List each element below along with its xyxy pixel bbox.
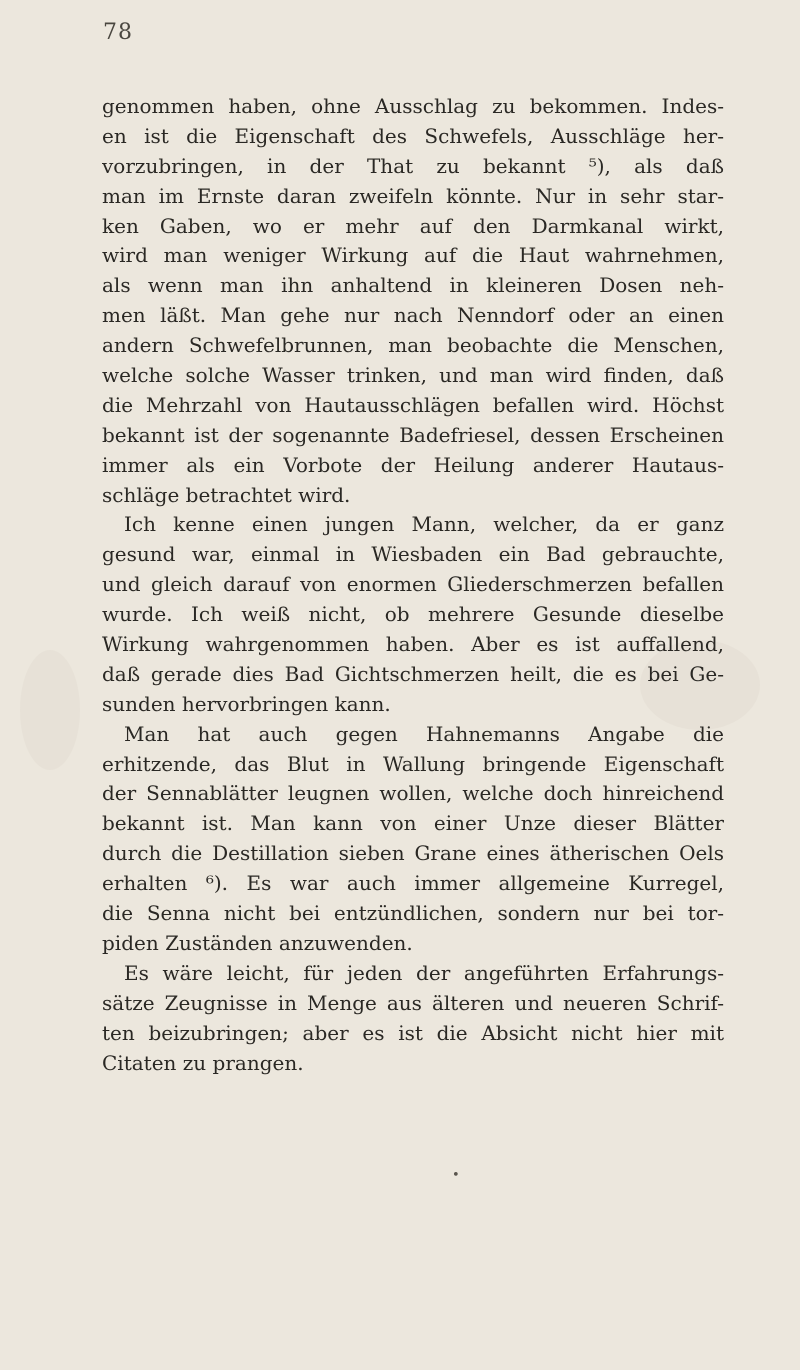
text-line: sätze Zeugnisse in Menge aus älteren und neueren Schrif-: [102, 990, 724, 1015]
text-line: sunden hervorbringen kann.: [102, 691, 391, 716]
text-line: daß gerade dies Bad Gichtschmerzen heilt, die es bei Ge-: [102, 661, 724, 686]
text-line: en ist die Eigenschaft des Schwefels, Ausschläge her-: [102, 123, 724, 148]
text-line: man im Ernste daran zweifeln könnte. Nur in sehr star-: [102, 183, 724, 208]
text-line: schläge betrachtet wird.: [102, 482, 351, 507]
text-line: piden Zuständen anzuwenden.: [102, 930, 413, 955]
text-line: andern Schwefelbrunnen, man beobachte die Menschen,: [102, 333, 724, 358]
bottom-ornament: •: [452, 1168, 460, 1183]
text-line: die Mehrzahl von Hautausschlägen befallen wird. Höchst: [102, 392, 724, 417]
text-line: der Sennablätter leugnen wollen, welche doch hinreichend: [102, 781, 724, 806]
text-line: wurde. Ich weiß nicht, ob mehrere Gesunde dieselbe: [102, 602, 724, 627]
text-line: bekannt ist der sogenannte Badefriesel, dessen Erscheinen: [102, 422, 724, 447]
body-text: [102, 92, 724, 1078]
text-line: vorzubringen, in der That zu bekannt ⁵), als daß: [102, 153, 724, 178]
text-line: die Senna nicht bei entzündlichen, sondern nur bei tor-: [102, 901, 724, 926]
text-line: welche solche Wasser trinken, und man wird finden, daß: [102, 363, 724, 388]
text-line: Man hat auch gegen Hahnemanns Angabe die: [124, 721, 724, 746]
text-line: durch die Destillation sieben Grane eines ätherischen Oels: [102, 841, 724, 866]
text-line: Es wäre leicht, für jeden der angeführten Erfahrungs-: [124, 960, 724, 985]
text-line: men läßt. Man gehe nur nach Nenndorf oder an einen: [102, 303, 724, 328]
text-line: Wirkung wahrgenommen haben. Aber es ist auffallend,: [102, 632, 724, 657]
text-line: bekannt ist. Man kann von einer Unze dieser Blätter: [102, 811, 724, 836]
paper-stain: [20, 650, 80, 770]
text-line: ken Gaben, wo er mehr auf den Darmkanal wirkt,: [102, 213, 724, 238]
text-line: immer als ein Vorbote der Heilung anderer Hautaus-: [102, 452, 724, 477]
text-line: ten beizubringen; aber es ist die Absicht nicht hier mit: [102, 1020, 724, 1045]
text-line: und gleich darauf von enormen Gliederschmerzen befallen: [102, 572, 724, 597]
text-line: wird man weniger Wirkung auf die Haut wahrnehmen,: [102, 243, 724, 268]
page-number: 78: [103, 20, 133, 45]
text-line: Citaten zu prangen.: [102, 1050, 304, 1075]
text-line: Ich kenne einen jungen Mann, welcher, da er ganz: [124, 512, 724, 537]
text-line: als wenn man ihn anhaltend in kleineren Dosen neh-: [102, 273, 724, 298]
text-line: gesund war, einmal in Wiesbaden ein Bad gebrauchte,: [102, 542, 724, 567]
text-line: genommen haben, ohne Ausschlag zu bekommen. Indes-: [102, 94, 724, 118]
text-line: erhalten ⁶). Es war auch immer allgemeine Kurregel,: [102, 871, 724, 896]
text-line: erhitzende, das Blut in Wallung bringende Eigenschaft: [102, 751, 724, 776]
